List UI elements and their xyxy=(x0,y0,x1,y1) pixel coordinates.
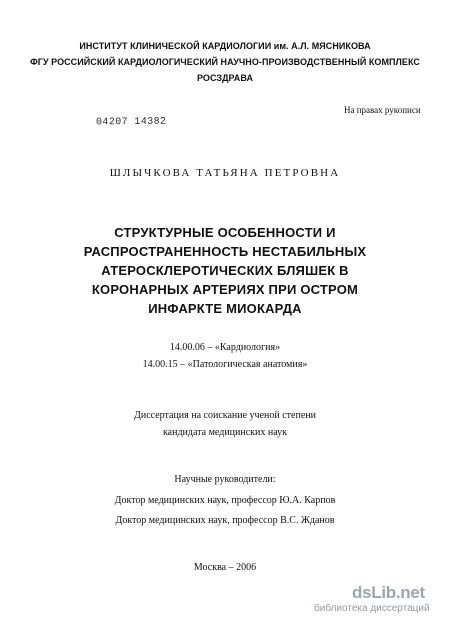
archive-stamp: 04207 14382 xyxy=(95,116,167,129)
degree-line-1: Диссертация на соискание ученой степени xyxy=(134,410,316,421)
title-line-5: ИНФАРКТЕ МИОКАРДА xyxy=(148,301,302,316)
watermark-logo: dsLib.net xyxy=(352,583,425,602)
author-name: ШЛЫЧКОВА ТАТЬЯНА ПЕТРОВНА xyxy=(109,167,341,179)
specialty-code-2: 14.00.15 – «Патологическая анатомия» xyxy=(142,359,308,370)
specialty-code-1: 14.00.06 – «Кардиология» xyxy=(169,342,281,353)
title-line-1: СТРУКТУРНЫЕ ОСОБЕННОСТИ И xyxy=(114,225,336,240)
institute-name-line-1: ИНСТИТУТ КЛИНИЧЕСКОЙ КАРДИОЛОГИИ им. А.Л. МЯСНИКОВА xyxy=(79,41,371,51)
title-line-3: АТЕРОСКЛЕРОТИЧЕСКИХ БЛЯШЕК В xyxy=(101,263,349,278)
institute-name-line-2: ФГУ РОССИЙСКИЙ КАРДИОЛОГИЧЕСКИЙ НАУЧНО-ПРОИЗВОДСТВЕННЫЙ КОМПЛЕКС xyxy=(30,57,420,67)
title-line-4: КОРОНАРНЫХ АРТЕРИЯХ ПРИ ОСТРОМ xyxy=(91,282,359,297)
place-and-year: Москва – 2006 xyxy=(193,562,257,573)
degree-line-2: кандидата медицинских наук xyxy=(162,427,288,438)
supervisor-2: Доктор медицинских наук, профессор В.С. Жданов xyxy=(115,515,335,526)
watermark-subtitle: библиотека диссертаций xyxy=(314,603,430,614)
supervisor-1: Доктор медицинских наук, профессор Ю.А. Карпов xyxy=(114,495,336,506)
supervisors-heading: Научные руководители: xyxy=(174,474,276,485)
watermark-brand xyxy=(314,583,448,615)
title-line-2: РАСПРОСТРАНЕННОСТЬ НЕСТАБИЛЬНЫХ xyxy=(83,244,367,259)
rights-note: На правах рукописи xyxy=(344,105,421,115)
institute-name-line-3: РОСЗДРАВА xyxy=(196,73,254,83)
